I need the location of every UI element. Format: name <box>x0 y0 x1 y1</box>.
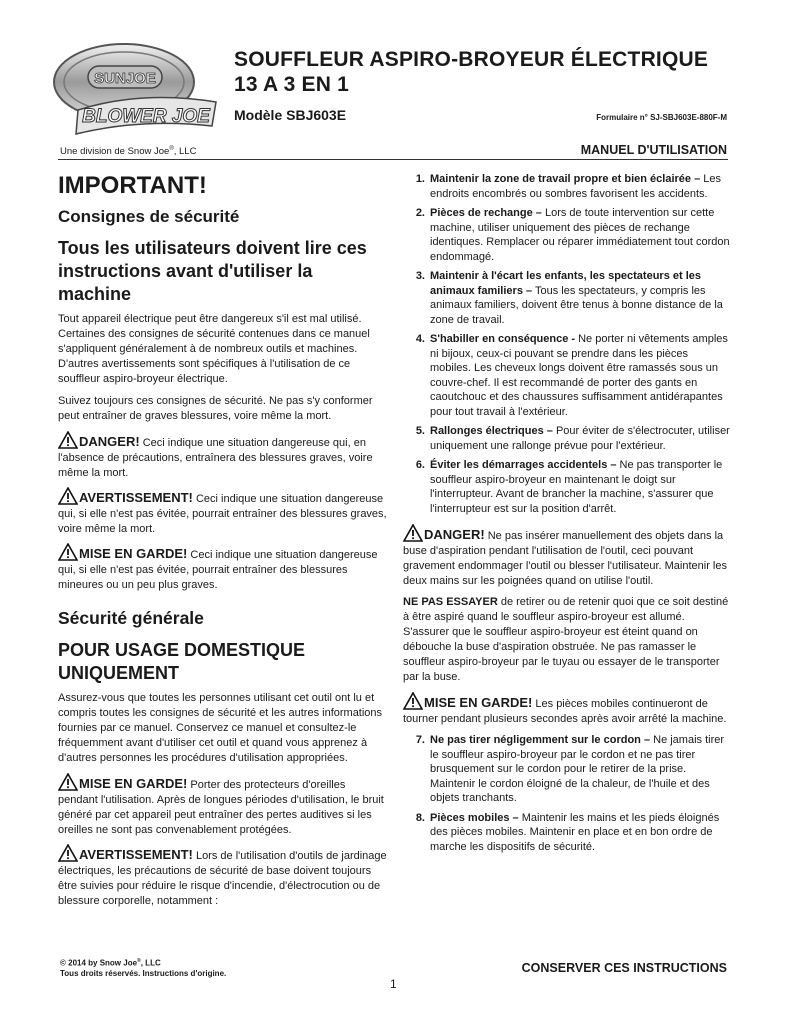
ear-protection-notice: MISE EN GARDE! Porter des protecteurs d'oreilles pendant l'utilisation. Après de longues périodes d'utilisation, le bruit généré par cet appareil peut entraîner des pertes auditives si les oreilles ne sont pas convenablement protégées. <box>58 773 388 838</box>
avertissement-notice: AVERTISSEMENT! Ceci indique une situation dangereuse qui, si elle n'est pas évitée, pourrait entraîner des blessures graves, voire même la mort. <box>58 487 388 537</box>
mise-en-garde-notice: MISE EN GARDE! Ceci indique une situation dangereuse qui, si elle n'est pas évitée, pourrait entraîner des blessures mineures ou un peu plus graves. <box>58 543 388 593</box>
avertissement-label: AVERTISSEMENT! <box>79 847 193 862</box>
header-divider <box>58 159 728 160</box>
warning-triangle-icon <box>403 524 423 542</box>
product-title <box>234 47 708 97</box>
avertissement-label: AVERTISSEMENT! <box>79 490 193 505</box>
warning-triangle-icon <box>58 773 78 791</box>
danger-notice: DANGER! Ceci indique une situation dangereuse qui, en l'absence de précautions, entraînera des blessures graves, voire même la mort. <box>58 431 388 481</box>
right-column <box>403 172 731 862</box>
list-item: 6. Éviter les démarrages accidentels – Ne pas transporter le souffleur aspiro-broyeur en maintenant le doigt sur l'interrupteur. Avant de brancher la machine, s'assurer que l'interrupteur est sur la position d'arrêt. <box>415 459 723 515</box>
danger-label: DANGER! <box>424 527 485 542</box>
warning-triangle-icon <box>403 692 423 710</box>
important-heading: IMPORTANT! <box>58 172 207 199</box>
list-item: 7. Ne pas tirer négligemment sur le cordon – Ne jamais tirer le souffleur aspiro-broyeur par le cordon et ne pas tirer brusquement sur le cordon pour le retirer de la prise. Maintenir le cordon éloigné de la chaleur, de l'huile et des objets tranchants. <box>415 734 725 804</box>
intro-paragraph-2: Suivez toujours ces consignes de sécurité. Ne pas s'y conformer peut entraîner de graves blessures, voire même la mort. <box>58 395 373 422</box>
warning-triangle-icon <box>58 844 78 862</box>
garden-tools-notice: AVERTISSEMENT! Lors de l'utilisation d'outils de jardinage électriques, les précautions de sécurité de base doivent toujours être suivies pour réduire le risque d'incendie, d'électrocution ou de blessure corporelle, notamment : <box>58 844 388 909</box>
warning-triangle-icon <box>58 431 78 449</box>
mise-en-garde-notice-moving-parts: MISE EN GARDE! Les pièces mobiles continueront de tourner pendant plusieurs secondes après avoir arrêté la machine. <box>403 692 731 727</box>
warning-triangle-icon <box>58 543 78 561</box>
sunjoe-blower-joe-logo <box>52 40 222 140</box>
usage-domestique-heading: POUR USAGE DOMESTIQUE UNIQUEMENT <box>58 640 306 683</box>
keep-instructions-label: CONSERVER CES INSTRUCTIONS <box>521 961 727 975</box>
rights-text: Tous droits réservés. Instructions d'origine. <box>60 968 227 978</box>
logo-bottom-text: BLOWER JOE <box>82 106 210 127</box>
mise-en-garde-label: MISE EN GARDE! <box>79 776 188 791</box>
logo-top-text: SUNJOE <box>94 70 156 87</box>
mise-en-garde-label: MISE EN GARDE! <box>424 695 533 710</box>
consignes-heading: Consignes de sécurité <box>58 207 240 226</box>
ne-pas-essayer-paragraph: NE PAS ESSAYER de retirer ou de retenir quoi que ce soit destiné à être aspiré quand le souffleur aspiro-broyeur est allumé. S'assurer que le souffleur aspiro-broyeur est éteint quand on débouche la buse d'aspiration obstruée. Ne pas ramasser le souffleur aspiro-broyeur par le tuyau ou essayer de le transporter par la buse. <box>403 596 729 683</box>
manual-label: MANUEL D'UTILISATION <box>580 143 727 157</box>
list-item: 5. Rallonges électriques – Pour éviter de s'électrocuter, utiliser uniquement une rallonge prévue pour l'extérieur. <box>415 425 730 452</box>
title-line-2: 13 A 3 EN 1 <box>234 73 350 96</box>
title-line-1: SOUFFLEUR ASPIRO-BROYEUR ÉLECTRIQUE <box>234 48 709 71</box>
copyright-notice: © 2014 by Snow Joe®, LLC Tous droits réservés. Instructions d'origine. <box>60 958 227 978</box>
intro-paragraph-1: Tout appareil électrique peut être dangereux s'il est mal utilisé. Certaines des consignes de sécurité contenues dans ce manuel s'appliquent généralement à de nombreux outils et machines. D'autres avertissements sont spécifiques à l'utilisation de ce souffleur aspiro-broyeur électrique. <box>58 313 370 385</box>
left-column <box>58 172 388 915</box>
danger-label: DANGER! <box>79 434 140 449</box>
securite-generale-heading: Sécurité générale <box>58 608 204 628</box>
safety-list-1 <box>403 172 731 516</box>
all-users-heading: Tous les utilisateurs doivent lire ces instructions avant d'utiliser la machine <box>58 238 367 304</box>
form-number: Formulaire n° SJ-SBJ603E-880F-M <box>596 113 727 122</box>
list-item: 8. Pièces mobiles – Maintenir les mains et les pieds éloignés des pièces mobiles. Maintenir en place et en bon ordre de marche les dispositifs de sécurité. <box>415 811 720 853</box>
division-note: Une division de Snow Joe®, LLC <box>60 146 197 158</box>
model-number: Modèle SBJ603E <box>234 107 347 123</box>
domestique-paragraph: Assurez-vous que toutes les personnes utilisant cet outil ont lu et compris toutes les consignes de sécurité et les autres informations fournies par ce manuel. Conservez ce manuel et consultez-le fréquemment avant d'utiliser cet outil et quand vous apprenez à d'autres personnes les procédures d'utilisation appropriées. <box>58 692 383 764</box>
mise-en-garde-label: MISE EN GARDE! <box>79 546 188 561</box>
list-item: 4. S'habiller en conséquence - Ne porter ni vêtements amples ni bijoux, ceux-ci pouvant se prendre dans les pièces mobiles. Les cheveux longs doivent être ramassés sous un couvre-chef. Il est recommandé de porter des gants en caoutchouc et des chaussures suffisamment antidérapantes pour tout travail à l'extérieur. <box>415 333 728 418</box>
warning-triangle-icon <box>58 487 78 505</box>
list-item: 2. Pièces de rechange – Lors de toute intervention sur cette machine, utiliser uniquement des pièces de rechange identiques. Remplacer ou réparer immédiatement tout cordon endommagé. <box>415 207 730 263</box>
list-item: 1. Maintenir la zone de travail propre et bien éclairée – Les endroits encombrés ou sombres favorisent les accidents. <box>415 173 722 200</box>
page-number: 1 <box>390 977 397 991</box>
list-item: 3. Maintenir à l'écart les enfants, les spectateurs et les animaux familiers – Tous les spectateurs, y compris les animaux familiers, doivent être tenus à bonne distance de la zone de travail. <box>415 270 723 326</box>
safety-list-2 <box>403 733 731 854</box>
danger-notice-hands: DANGER! Ne pas insérer manuellement des objets dans la buse d'aspiration pendant l'utilisation de l'outil, ceci pouvant gravement endommager l'outil ou blesser l'utilisateur. Maintenir les deux mains sur les poignées quand on utilise l'outil. <box>403 524 731 589</box>
